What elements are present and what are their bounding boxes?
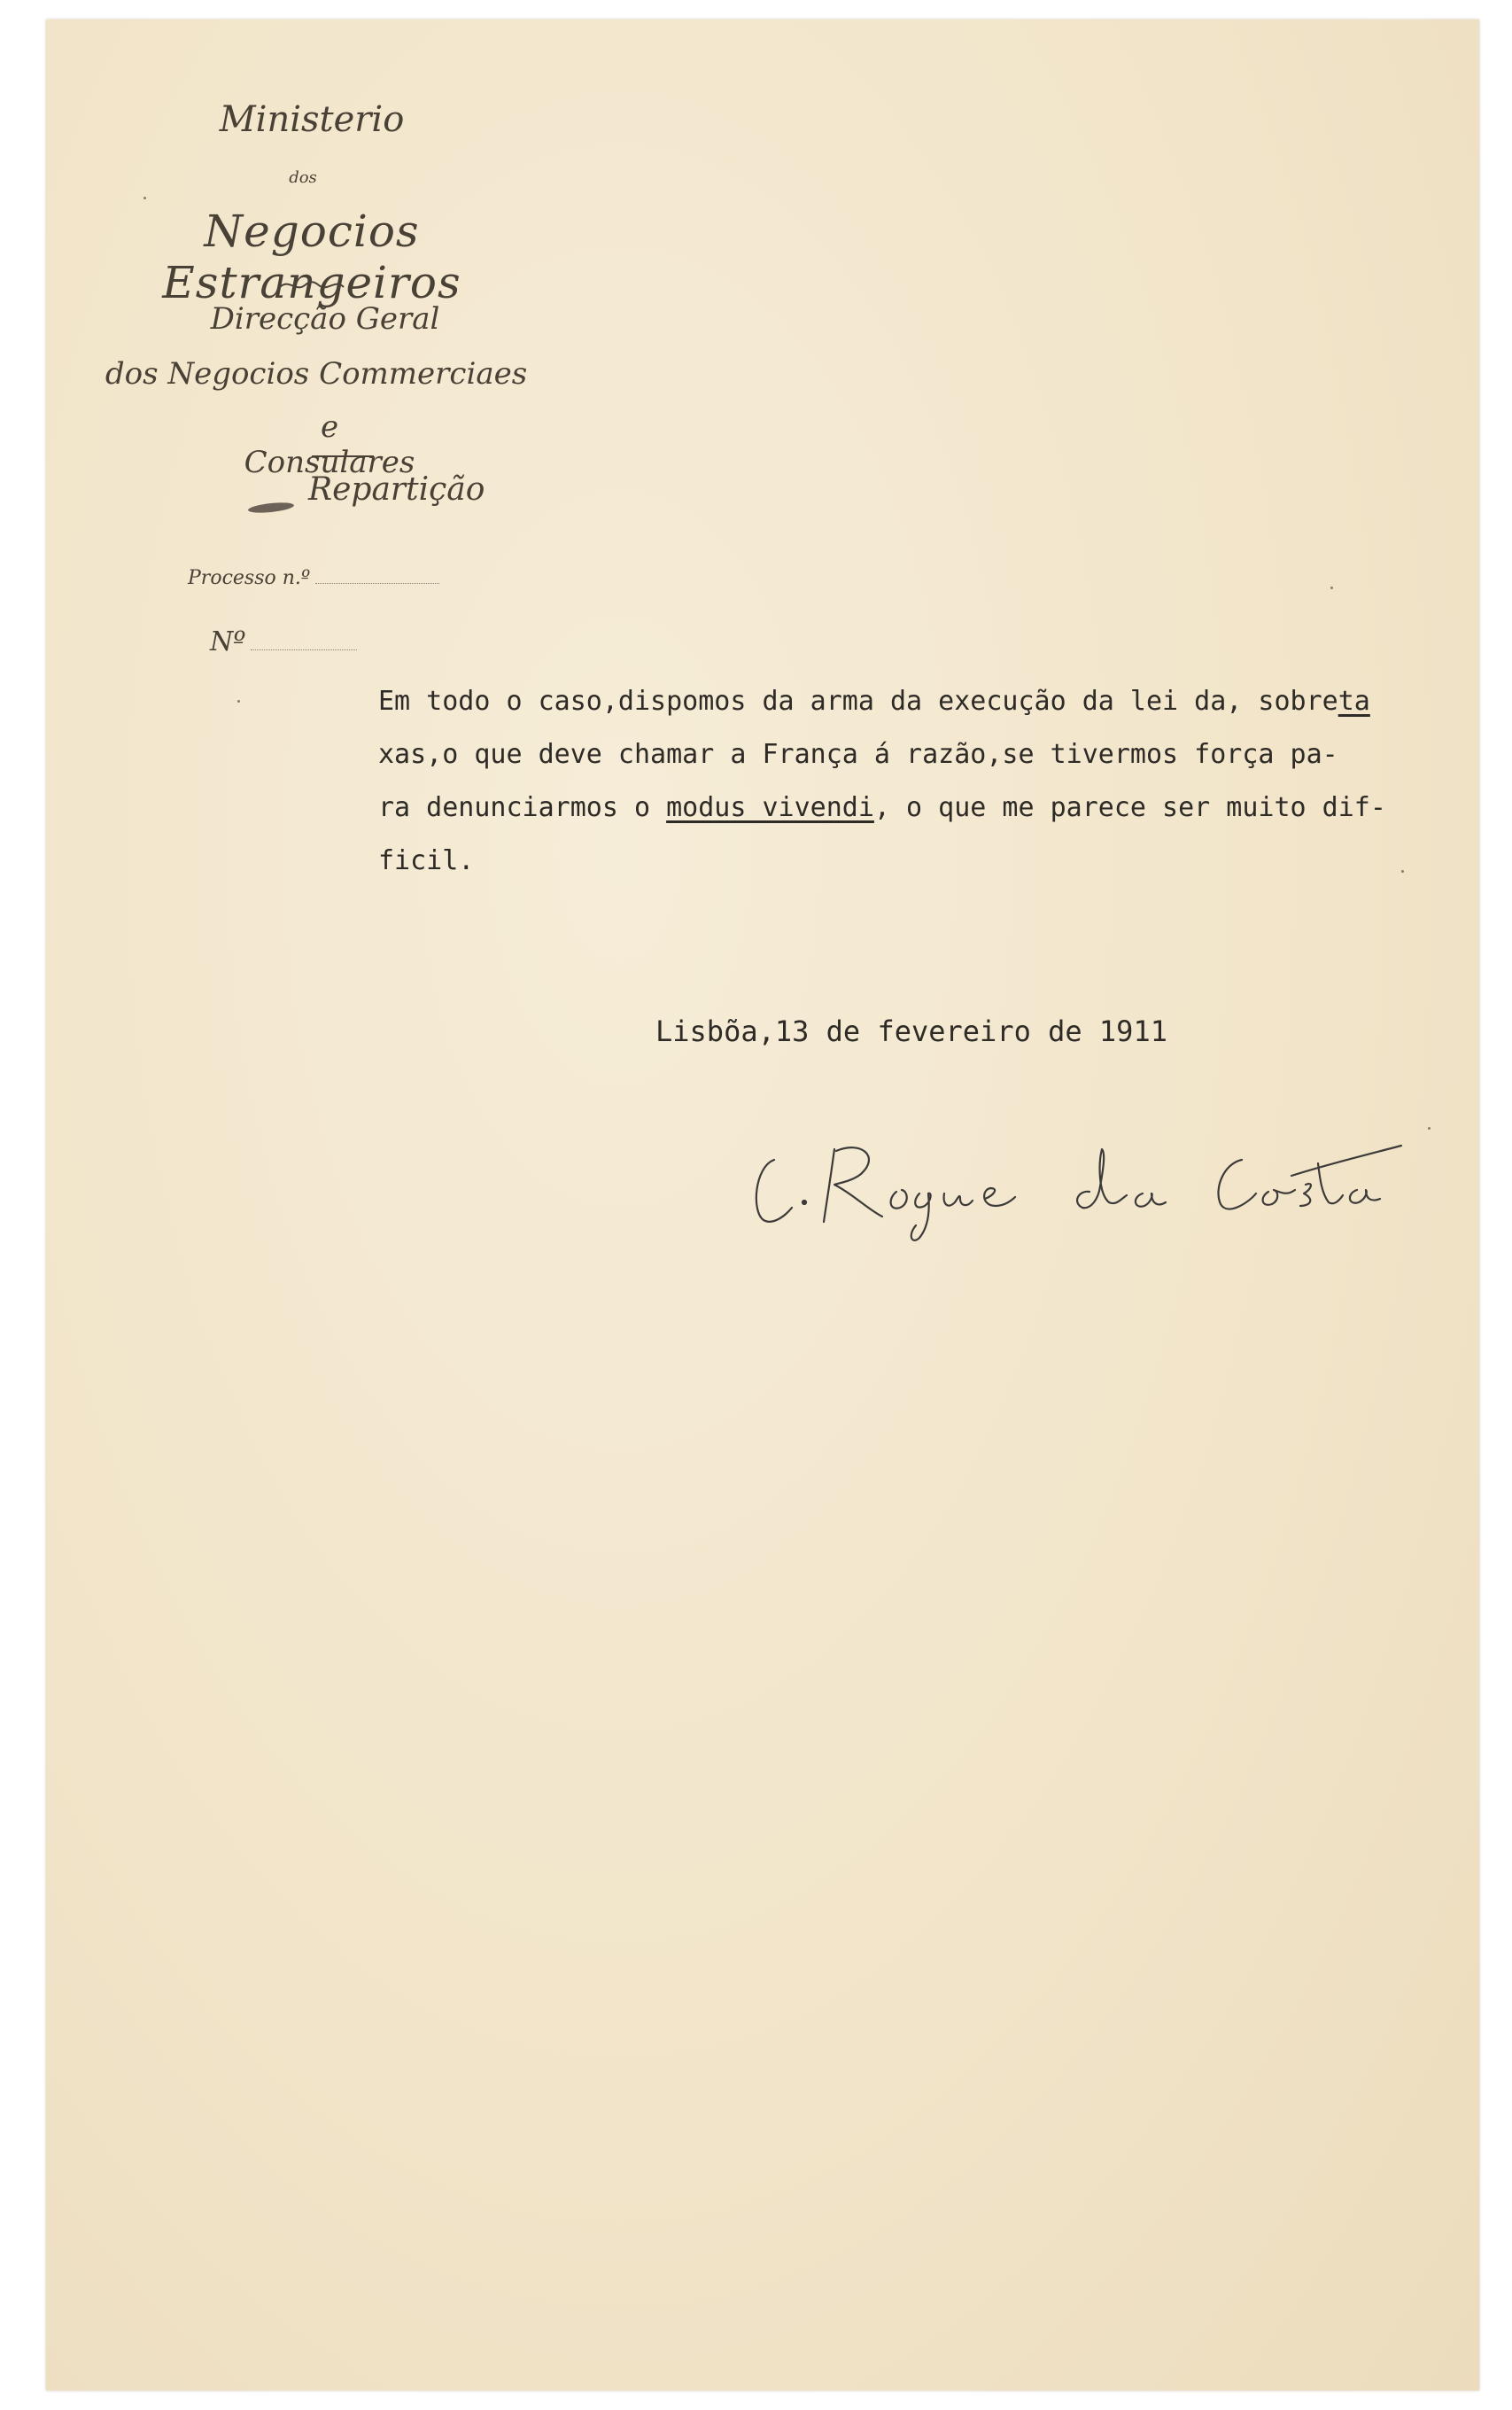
processo-label: Processo n.º	[188, 567, 311, 589]
modus-vivendi-underlined: modus vivendi	[666, 792, 874, 823]
paper-speck	[143, 197, 146, 199]
letterhead-direccao-geral: Direcção Geral	[210, 301, 440, 337]
handwritten-signature	[719, 1114, 1410, 1247]
paper-speck	[1428, 1127, 1431, 1130]
document-page	[46, 19, 1479, 2391]
numero-label: Nº	[210, 626, 246, 657]
letter-line-3: ra denunciarmos o modus vivendi, o que me parece ser muito dif-	[378, 792, 1386, 823]
letterhead-reparticao: Repartição	[308, 471, 485, 508]
letterhead-rule	[312, 455, 374, 457]
letter-line-2: xas,o que deve chamar a França á razão,se tivermos força pa-	[378, 739, 1338, 770]
letter-body	[378, 675, 1512, 888]
letterhead-ministerio: Ministerio	[219, 99, 405, 140]
paper-speck	[1401, 870, 1404, 873]
dateline: Lisbõa,13 de fevereiro de 1911	[655, 1015, 1167, 1048]
letterhead-consulares: e Consulares	[244, 409, 415, 480]
letter-line-4: ficil.	[378, 845, 475, 876]
processo-field	[188, 567, 439, 589]
numero-field	[210, 626, 357, 657]
paper-speck	[237, 700, 240, 703]
letterhead-dos: dos	[289, 168, 317, 187]
processo-blank	[315, 567, 439, 584]
letter-line-1: Em todo o caso,dispomos da arma da execução da lei da, sobreta	[378, 686, 1370, 717]
flourish-ornament-icon	[276, 276, 347, 299]
letterhead-negocios-estrangeiros: Negocios Estrangeiros	[162, 206, 461, 308]
ink-blot	[248, 501, 295, 514]
numero-blank	[251, 634, 357, 650]
paper-speck	[1330, 587, 1333, 589]
letterhead-dos-negocios-commerciaes: dos Negocios Commerciaes	[105, 356, 528, 392]
